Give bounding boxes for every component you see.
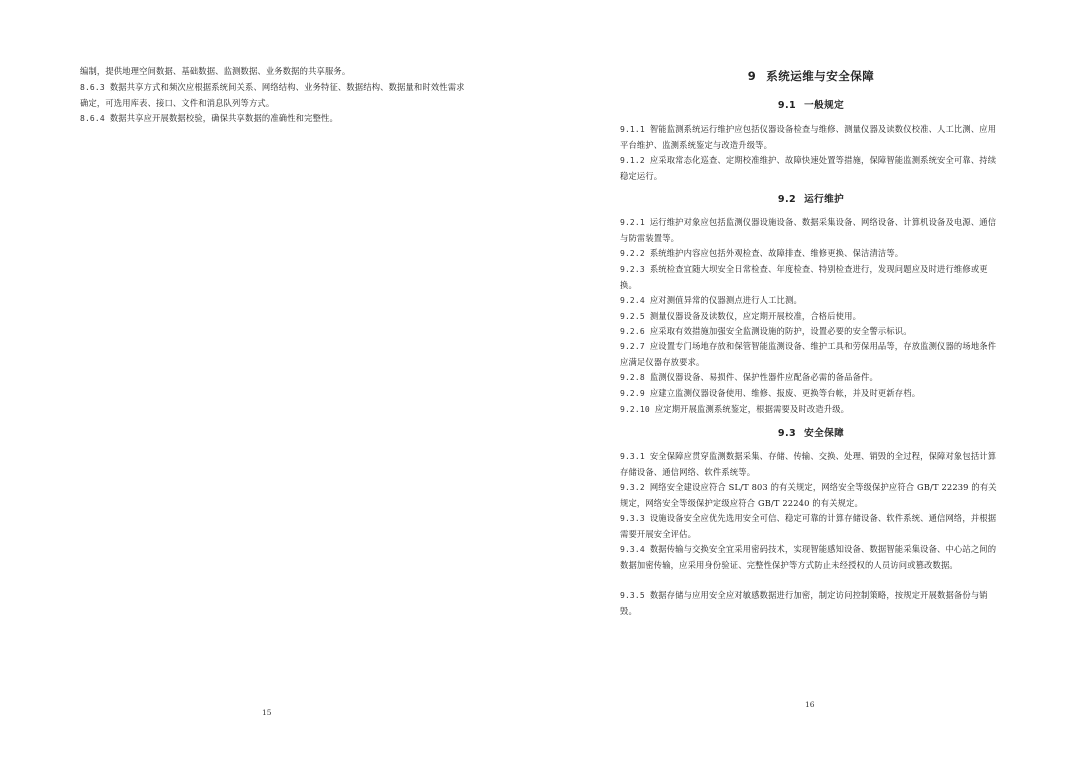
- clause-number: 8.6.3: [80, 83, 105, 92]
- paragraph-9-2-4: 9.2.4 应对测值异常的仪器测点进行人工比测。: [620, 295, 802, 305]
- paragraph-9-2-9: 9.2.9 应建立监测仪器设备使用、维修、报废、更换等台帐，并及时更新存档。: [620, 388, 921, 398]
- paragraph-9-2-7: 9.2.7 应设置专门场地存放和保管智能监测设备、维护工具和劳保用品等，存放监测仪器的场地条件应满足仪器存放要求。: [620, 341, 997, 367]
- right-page: [620, 0, 1002, 764]
- paragraph-9-3-1: 9.3.1 安全保障应贯穿监测数据采集、存储、传输、交换、处理、销毁的全过程，保障对象包括计算存储设备、通信网络、软件系统等。: [620, 451, 997, 477]
- paragraph-continuation: 编制，提供地理空间数据、基础数据、监测数据、业务数据的共享服务。: [80, 66, 351, 76]
- paragraph-9-1-2: 9.1.2 应采取常态化巡查、定期校准维护、故障快速处置等措施，保障智能监测系统安全可靠、持续稳定运行。: [620, 155, 997, 181]
- paragraph-9-2-3: 9.2.3 系统检查宜随大坝安全日常检查、年度检查、特别检查进行，发现问题应及时进行维修或更换。: [620, 264, 988, 290]
- paragraph-9-2-6: 9.2.6 应采取有效措施加强安全监测设施的防护，设置必要的安全警示标识。: [620, 326, 912, 336]
- paragraph-8-6-3: 8.6.3 数据共享方式和频次应根据系统间关系、网络结构、业务特征、数据结构、数据量和时效性需求确定，可选用库表、接口、文件和消息队列等方式。: [80, 82, 465, 108]
- paragraph-9-1-1: 9.1.1 智能监测系统运行维护应包括仪器设备检查与维修、测量仪器及读数仪校准、人工比测、应用平台维护、监测系统鉴定与改造升级等。: [620, 124, 997, 150]
- clause-number: 8.6.4: [80, 114, 105, 123]
- paragraph-9-2-5: 9.2.5 测量仪器设备及读数仪，应定期开展校准，合格后使用。: [620, 311, 862, 321]
- paragraph-9-3-3: 9.3.3 设施设备安全应优先选用安全可信、稳定可靠的计算存储设备、软件系统、通信网络，并根据需要开展安全评估。: [620, 513, 997, 539]
- paragraph-8-6-4: 8.6.4 数据共享应开展数据校验，确保共享数据的准确性和完整性。: [80, 113, 338, 123]
- page-number-left: 15: [262, 708, 272, 717]
- paragraph-9-3-2: 9.3.2 网络安全建设应符合 SL/T 803 的有关规定，网络安全等级保护应符合 GB/T 22239 的有关规定，网络安全等级保护定级应符合 GB/T 22240 的有关规定。: [620, 482, 997, 508]
- section-heading-9-3: 9.3 安全保障: [777, 428, 845, 439]
- paragraph-9-2-10: 9.2.10 应定期开展监测系统鉴定，根据需要及时改造升级。: [620, 404, 850, 414]
- chapter-heading: 9 系统运维与安全保障: [747, 69, 875, 83]
- paragraph-9-2-8: 9.2.8 监测仪器设备、易损件、保护性器件应配备必需的备品备件。: [620, 372, 878, 382]
- section-heading-9-2: 9.2 运行维护: [777, 194, 845, 205]
- section-heading-9-1: 9.1 一般规定: [777, 100, 845, 111]
- paragraph-9-2-2: 9.2.2 系统维护内容应包括外观检查、故障排查、维修更换、保洁清洁等。: [620, 248, 904, 258]
- page-number-right: 16: [805, 700, 815, 709]
- left-page: [80, 0, 470, 764]
- paragraph-9-3-5: 9.3.5 数据存储与应用安全应对敏感数据进行加密，制定访问控制策略，按规定开展数据备份与销毁。: [620, 590, 988, 616]
- paragraph-9-2-1: 9.2.1 运行维护对象应包括监测仪器设施设备、数据采集设备、网络设备、计算机设备及电源、通信与防雷装置等。: [620, 217, 997, 243]
- paragraph-9-3-4: 9.3.4 数据传输与交换安全宜采用密码技术，实现智能感知设备、数据智能采集设备、中心站之间的数据加密传输，应采用身份验证、完整性保护等方式防止未经授权的人员访问或篡改数据。: [620, 544, 997, 570]
